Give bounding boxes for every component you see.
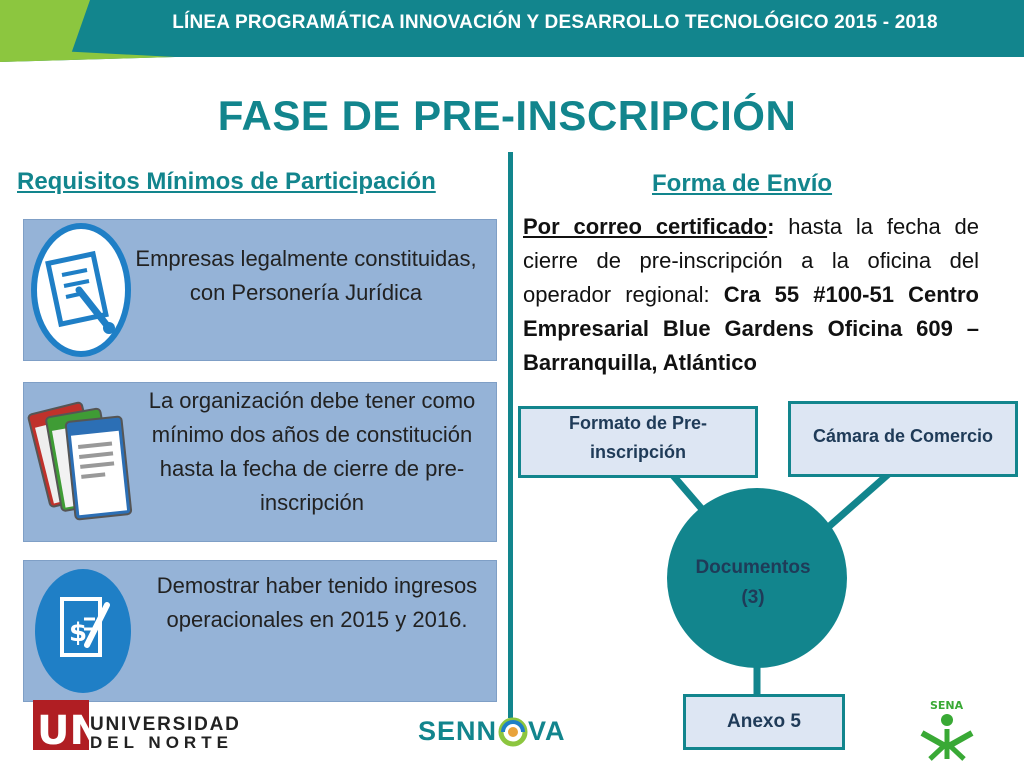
universidad-del-norte-logo [33, 700, 103, 755]
sena-logo-label: SENA [930, 699, 964, 712]
documents-label-line1: Documentos [695, 557, 811, 578]
document-pen-icon [29, 220, 133, 365]
sennova-o-icon [498, 711, 528, 756]
shipping-address: Cra 55 #100-51 Centro Empresarial Blue Gardens Oficina 609 – Barranquilla, Atlántico [523, 282, 979, 375]
invoice-money-icon [29, 561, 141, 706]
sennova-logo-left: SENN [418, 716, 498, 746]
requirements-heading: Requisitos Mínimos de Participación [17, 168, 436, 195]
vertical-divider [508, 152, 513, 718]
sennova-logo-right: VA [528, 716, 566, 746]
shipping-description: hasta la fecha de cierre de pre-inscripción a la oficina del operador regional: [523, 214, 979, 307]
requirement-card-income [23, 560, 497, 702]
document-box-anexo: Anexo 5 [683, 694, 845, 750]
shipping-heading: Forma de Envío [652, 170, 833, 197]
documents-label-line2: (3) [741, 587, 765, 608]
requirement-text: Empresas legalmente constituidas, con Personería Jurídica [135, 246, 477, 305]
sena-logo [916, 697, 978, 766]
shipping-method-label: Por correo certificado [523, 214, 768, 239]
requirement-card-legal [23, 219, 497, 361]
shipping-colon: : [767, 214, 775, 239]
un-logo-line1: UNIVERSIDAD [90, 714, 241, 735]
un-logo-mark: UN [37, 708, 103, 754]
header-title: LÍNEA PROGRAMÁTICA INNOVACIÓN Y DESARROLLO TECNOLÓGICO 2015 - 2018 [172, 12, 938, 33]
requirement-card-constitution [23, 382, 497, 542]
shipping-paragraph [523, 210, 979, 380]
requirement-text: Demostrar haber tenido ingresos operacionales en 2015 y 2016. [156, 573, 478, 632]
document-box-formato: Formato de Pre-inscripción [518, 406, 758, 478]
page-title: FASE DE PRE-INSCRIPCIÓN [217, 92, 797, 139]
stacked-documents-icon [29, 383, 141, 546]
svg-text:$: $ [69, 618, 88, 648]
documents-circle-label [668, 553, 838, 613]
requirement-text: La organización debe tener como mínimo dos años de constitución hasta la fecha de cierre de pre-inscripción [148, 388, 476, 515]
document-box-camara: Cámara de Comercio [788, 401, 1018, 477]
un-logo-line2: DEL NORTE [90, 733, 233, 752]
